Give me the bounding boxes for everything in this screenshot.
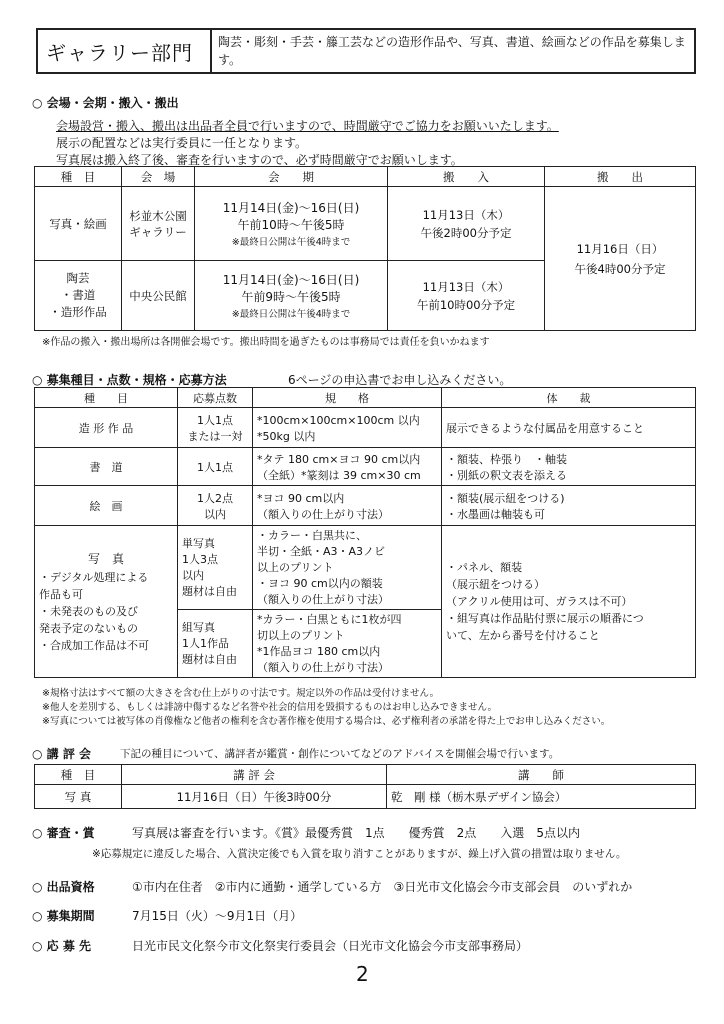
venue-period-note-2: ※最終日公開は午後4時まで: [231, 308, 351, 320]
recruit-category: 書 道: [35, 448, 178, 486]
recruit-spec: *100cm×100cm×100cm 以内 *50kg 以内: [253, 408, 442, 448]
qualification-heading: ○ 出品資格: [32, 880, 95, 894]
venue-line-1: 会場設営・搬入、搬出は出品者全員で行いますので、時間厳守でご協力をお願いいたします。: [56, 119, 559, 133]
lecture-category: 写 真: [35, 785, 122, 809]
recruit-count: 1人1点 または一対: [178, 408, 253, 448]
recruit-heading-note: 6ページの申込書でお申し込みください。: [288, 373, 512, 387]
venue-th-carry-out: 搬 出: [545, 167, 696, 187]
lecture-heading: ○ 講 評 会: [32, 747, 92, 761]
venue-table: [34, 166, 696, 331]
section-title: ギャラリー部門: [37, 29, 211, 73]
recruit-photo-group-count: 組写真 1人1作品 題材は自由: [178, 610, 253, 678]
recruit-th-format: 体 裁: [442, 388, 696, 408]
recruit-th-spec: 規 格: [253, 388, 442, 408]
recruit-count: 1人1点: [178, 448, 253, 486]
venue-period-note-1: ※最終日公開は午後4時まで: [231, 236, 351, 248]
table-row: [35, 408, 696, 448]
recruit-photo-category: 写 真: [87, 551, 124, 566]
venue-period-2: 11月14日(金)〜16日(日) 午前9時〜午後5時: [222, 272, 360, 304]
recruit-note-2: ※他人を差別する、もしくは誹謗中傷するなど名誉や社会的信用を毀損するものはお申し込みできません。: [42, 702, 498, 713]
recruit-category: 造 形 作 品: [35, 408, 178, 448]
recruit-note-1: ※規格寸法はすべて額の大きさを含む仕上がりの寸法です。規定以外の作品は受付けません。: [42, 688, 440, 699]
recruit-th-category: 種 目: [35, 388, 178, 408]
venue-category-2: 陶芸 ・書道 ・造形作品: [35, 261, 122, 331]
table-row: [35, 526, 696, 610]
venue-category-1: 写真・絵画: [35, 187, 122, 261]
venue-place-1: 杉並木公園 ギャラリー: [122, 187, 195, 261]
venue-heading: ○ 会場・会期・搬入・搬出: [32, 96, 179, 110]
venue-carry-in-2: 11月13日（木） 午前10時00分予定: [388, 261, 545, 331]
lecture-lecturer: 乾 剛 様（栃木県デザイン協会）: [387, 785, 696, 809]
recruit-heading: ○ 募集種目・点数・規格・応募方法: [32, 373, 227, 387]
venue-th-venue: 会 場: [122, 167, 195, 187]
table-row: [35, 486, 696, 526]
venue-line-3: 写真展は搬入終了後、審査を行いますので、必ず時間厳守でお願いします。: [56, 153, 463, 167]
lecture-table: [34, 764, 696, 809]
recruit-table: [34, 387, 696, 678]
lecture-th-time: 講 評 会: [122, 765, 387, 785]
recruit-photo-single-count: 単写真 1人3点 以内 題材は自由: [178, 526, 253, 610]
venue-footnote: ※作品の搬入・搬出場所は各開催会場です。搬出時間を過ぎたものは事務局では責任を負いかねます: [42, 337, 490, 348]
judging-note: ※応募規定に違反した場合、入賞決定後でも入賞を取り消すことがありますが、繰上げ入賞の措置は取りません。: [92, 848, 627, 860]
recruit-th-count: 応募点数: [178, 388, 253, 408]
recruit-format: ・額装、枠張り ・軸装 ・別紙の釈文表を添える: [442, 448, 696, 486]
judging-text: 写真展は審査を行います。《賞》最優秀賞 1点 優秀賞 2点 入選 5点以内: [132, 826, 580, 840]
venue-place-2: 中央公民館: [122, 261, 195, 331]
venue-period-1: 11月14日(金)〜16日(日) 午前10時〜午後5時: [222, 200, 360, 232]
period-text: 7月15日（火）〜9月1日（月）: [132, 909, 303, 923]
table-row: [35, 448, 696, 486]
recruit-photo-notes: ・デジタル処理による 作品も可 ・未発表のもの及び 発表予定のないもの ・合成加工作品は不可: [39, 570, 149, 652]
lecture-th-category: 種 目: [35, 765, 122, 785]
recruit-category: 絵 画: [35, 486, 178, 526]
qualification-text: ①市内在住者 ②市内に通勤・通学している方 ③日光市文化協会今市支部会員 のいずれか: [132, 880, 633, 894]
section-description: 陶芸・彫刻・手芸・籐工芸などの造形作品や、写真、書道、絵画などの作品を募集します。: [211, 29, 695, 73]
header-box: [36, 28, 696, 74]
recruit-photo-group-spec: *カラー・白黒ともに1枚が四 切以上のプリント *1作品ヨコ 180 cm以内 （額入りの仕上がり寸法）: [253, 610, 442, 678]
venue-th-category: 種 目: [35, 167, 122, 187]
recruit-count: 1人2点 以内: [178, 486, 253, 526]
contact-text: 日光市民文化祭今市文化祭実行委員会（日光市文化協会今市支部事務局）: [132, 939, 529, 953]
recruit-note-3: ※写真については被写体の肖像権など他者の権利を含む著作権を使用する場合は、必ず権利者の承諾を得た上でお申し込みください。: [42, 716, 611, 727]
table-row: [35, 785, 696, 809]
recruit-photo-format: ・パネル、額装 （展示紐をつける） （アクリル使用は可、ガラスは不可） ・組写真は作品貼付票に展示の順番につ いて、左から番号を付けること: [442, 526, 696, 678]
venue-th-carry-in: 搬 入: [388, 167, 545, 187]
venue-carry-in-1: 11月13日（木） 午後2時00分予定: [388, 187, 545, 261]
recruit-spec: *タテ 180 cm×ヨコ 90 cm以内 （全紙）*篆刻は 39 cm×30 cm: [253, 448, 442, 486]
venue-carry-out: 11月16日（日） 午後4時00分予定: [545, 187, 696, 331]
recruit-photo-single-spec: ・カラー・白黒共に、 半切・全紙・A3・A3ノビ 以上のプリント ・ヨコ 90 cm以内の額装 （額入りの仕上がり寸法）: [253, 526, 442, 610]
lecture-th-lecturer: 講 師: [387, 765, 696, 785]
venue-line-2: 展示の配置などは実行委員に一任となります。: [56, 136, 308, 150]
recruit-format: ・額装(展示紐をつける) ・水墨画は軸装も可: [442, 486, 696, 526]
contact-heading: ○ 応 募 先: [32, 939, 92, 953]
recruit-format: 展示できるような付属品を用意すること: [442, 408, 696, 448]
recruit-spec: *ヨコ 90 cm以内 （額入りの仕上がり寸法）: [253, 486, 442, 526]
venue-th-period: 会 期: [195, 167, 388, 187]
period-heading: ○ 募集期間: [32, 909, 95, 923]
lecture-heading-note: 下記の種目について、講評者が鑑賞・創作についてなどのアドバイスを開催会場で行います。: [120, 748, 560, 760]
judging-heading: ○ 審査・賞: [32, 826, 95, 840]
page-number: 2: [356, 962, 369, 986]
lecture-time: 11月16日（日）午後3時00分: [122, 785, 387, 809]
